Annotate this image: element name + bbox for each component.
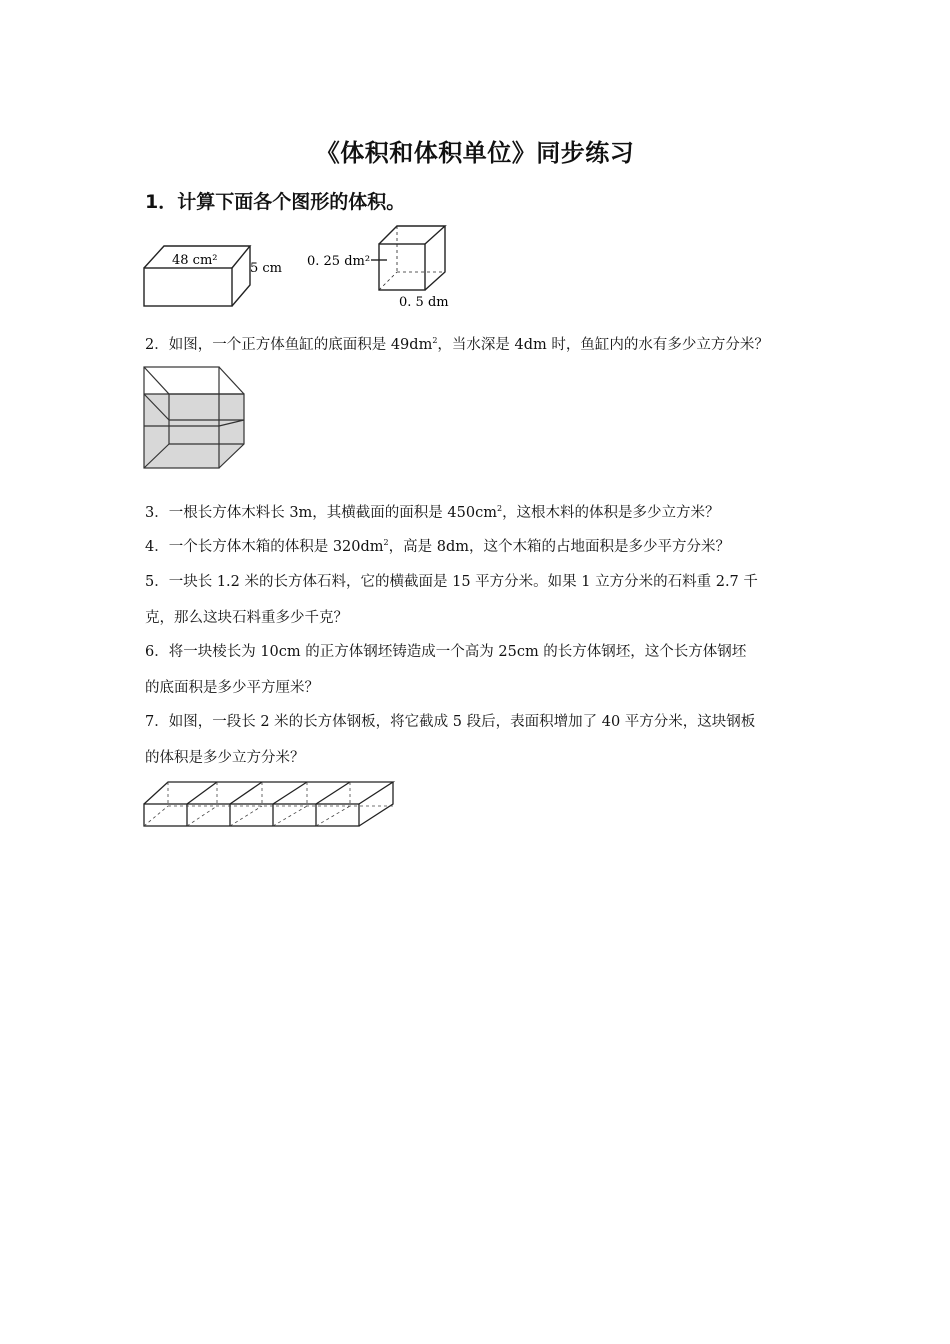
cube-figure bbox=[305, 220, 465, 312]
question-6: 6．将一块棱长为 10cm 的正方体钢坯铸造成一个高为 25cm 的长方体钢坯，这个长方体钢坯 的底面积是多少平方厘米？ bbox=[145, 644, 747, 696]
height-label: 5 cm bbox=[250, 261, 283, 276]
cuboid-figure bbox=[140, 240, 290, 310]
question-4: 4．一个长方体木箱的体积是 $320dm^2$，高是 8dm，这个木箱的占地面积是多少平方分米？ bbox=[145, 538, 731, 555]
question-3: 3．一根长方体木料长 3m，其横截面的面积是 $450cm^2$，这根木料的体积是多少立方米？ bbox=[145, 504, 720, 521]
fish-tank-figure bbox=[143, 366, 245, 470]
question-7: 7．如图，一段长 2 米的长方体钢板，将它截成 5 段后，表面积增加了 40 平方分米，这块钢板 的体积是多少立方分米？ bbox=[145, 714, 756, 766]
base-area-label: 48 cm² bbox=[172, 253, 218, 268]
question-1: 1．计算下面各个图形的体积。 bbox=[145, 191, 406, 213]
page-title: 《体积和体积单位》同步练习 bbox=[315, 139, 635, 167]
question-2: 2．如图，一个正方体鱼缸的底面积是 $49dm^2$，当水深是 4dm 时，鱼缸内的水有多少立方分米？ bbox=[145, 336, 769, 353]
face-area-label: 0. 25 dm² bbox=[307, 254, 371, 269]
steel-plate-figure bbox=[142, 780, 396, 828]
edge-label: 0. 5 dm bbox=[399, 295, 449, 310]
question-5: 5．一块长 1.2 米的长方体石料，它的横截面是 15 平方分米。如果 1 立方分米的石料重 2.7 千 克，那么这块石料重多少千克？ bbox=[145, 574, 758, 626]
